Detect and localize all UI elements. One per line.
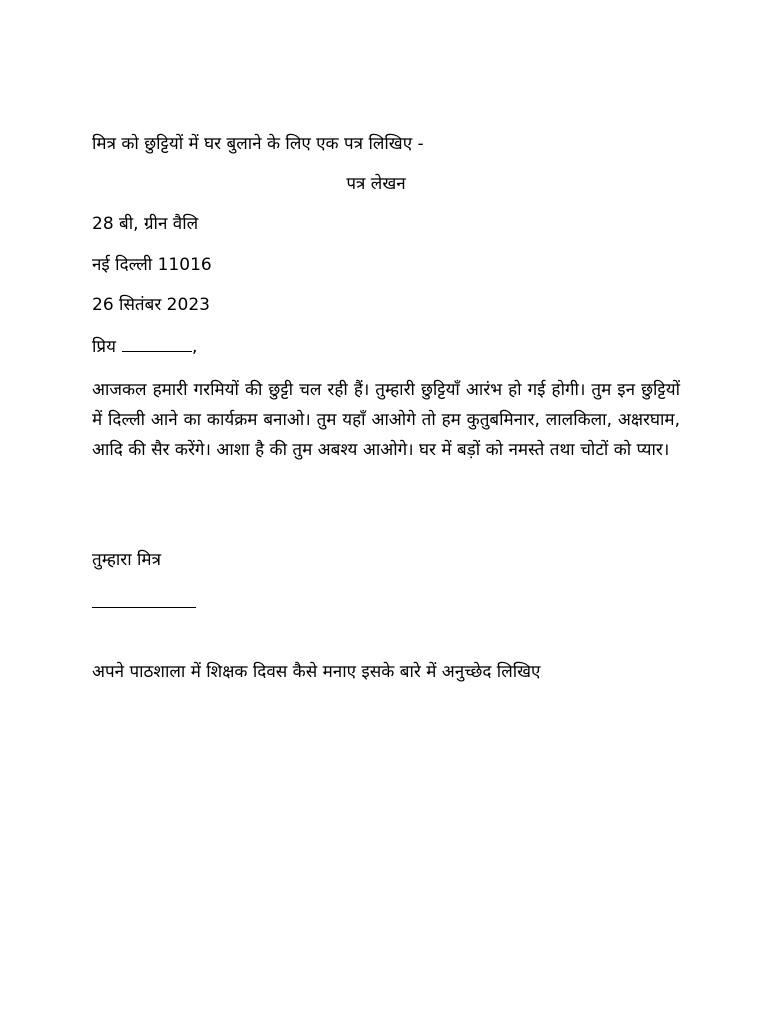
salutation-comma: , bbox=[191, 337, 198, 357]
salutation-text: प्रिय bbox=[92, 337, 116, 357]
signature-blank-line bbox=[92, 607, 196, 608]
letter-date: 26 सितंबर 2023 bbox=[92, 295, 210, 315]
question-letter-prompt: मित्र को छुट्टियों में घर बुलाने के लिए एक पत्र लिखिए - bbox=[92, 134, 424, 154]
name-blank-line bbox=[122, 337, 192, 352]
address-line-1: 28 बी, ग्रीन वैलि bbox=[92, 214, 199, 234]
letter-heading bbox=[0, 173, 768, 195]
question-paragraph-prompt: अपने पाठशाला में शिक्षक दिवस कैसे मनाए इसके बारे में अनुच्छेद लिखिए bbox=[92, 662, 541, 682]
address-line-2: नई दिल्ली 11016 bbox=[92, 255, 212, 275]
salutation bbox=[92, 336, 197, 358]
letter-heading-text: पत्र लेखन bbox=[346, 174, 406, 194]
letter-closing: तुम्हारा मित्र bbox=[92, 550, 161, 570]
letter-body: आजकल हमारी गरमियों की छुट्टी चल रही हैं। तुम्हारी छुट्टियाँ आरंभ हो गई होगी। तुम इन छुट्टियों में दिल्ली आने का कार्यक्रम बनाओ। तुम यहाँ आओगे तो हम कुतुबमिनार, लालकिला, अक्षरघाम, आदि की सैर करेंगे। आशा है की तुम अबश्य आओगे। घर में बड़ों को नमस्ते तथा चोटों को प्यार। bbox=[92, 380, 680, 460]
